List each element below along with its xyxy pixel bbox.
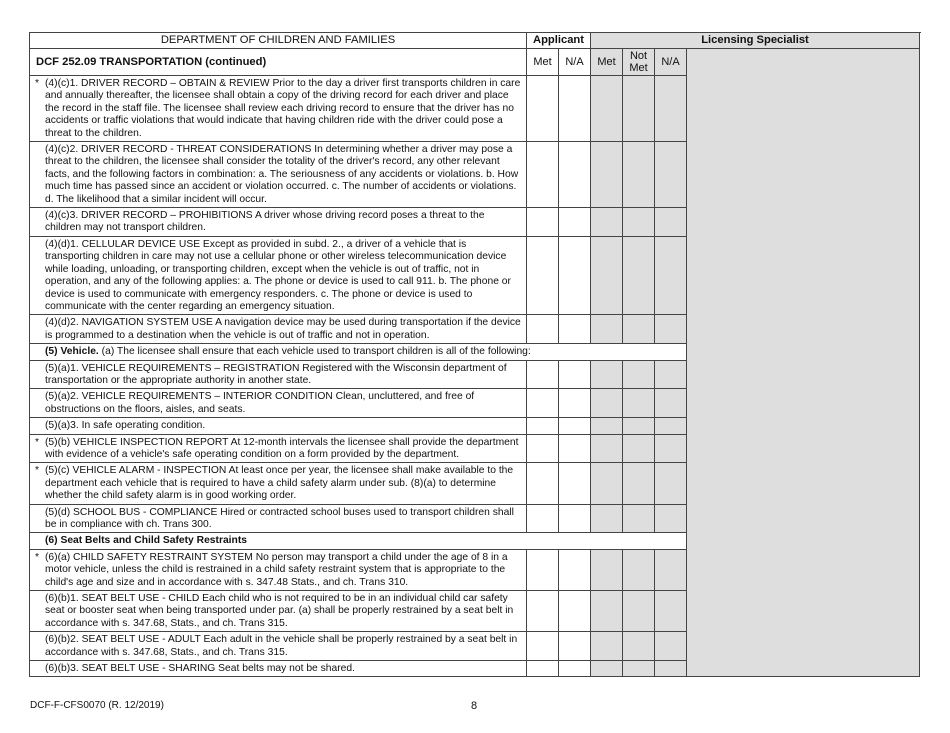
- applicant-met-header: Met: [527, 49, 559, 76]
- specialist-na-checkbox[interactable]: [655, 142, 687, 208]
- specialist-not-met-checkbox[interactable]: [623, 463, 655, 504]
- applicant-met-checkbox[interactable]: [527, 236, 559, 314]
- specialist-na-checkbox[interactable]: [655, 315, 687, 344]
- applicant-na-checkbox[interactable]: [559, 389, 591, 418]
- requirement-text: (4)(d)2. NAVIGATION SYSTEM USE A navigation device may be used during transportation if the device is programmed to a destination when the vehicle is out of traffic and not in operation.: [45, 317, 521, 341]
- requirement-text: (6)(a) CHILD SAFETY RESTRAINT SYSTEM No person may transport a child under the age of 8 in a motor vehicle, unless the child is restrained in a child safety restraint system that is appropriate to the child's age and size and in accordance with s. 347.48 Stats., and ch. Trans 310.: [45, 551, 508, 588]
- applicant-met-checkbox[interactable]: [527, 76, 559, 142]
- requirement-text-cell: [30, 389, 527, 418]
- applicant-met-checkbox[interactable]: [527, 142, 559, 208]
- requirement-text: (5)(a)1. VEHICLE REQUIREMENTS – REGISTRATION Registered with the Wisconsin department of transportation or the appropriate authority in another state.: [45, 362, 507, 386]
- requirement-text: (4)(c)2. DRIVER RECORD - THREAT CONSIDERATIONS In determining whether a driver may pose a threat to the children, the licensee shall consider the totality of the driver's record, any other relevant facts, and the following factors in combination: a. The seriousness of any accidents or violations. b. How much time has passed since an accident or violation occurred. c. The number of accidents or violations. d. The likelihood that a similar incident will occur.: [45, 144, 519, 205]
- specialist-na-checkbox[interactable]: [655, 591, 687, 632]
- applicant-na-checkbox[interactable]: [559, 591, 591, 632]
- specialist-not-met-checkbox[interactable]: [623, 434, 655, 463]
- applicant-met-checkbox[interactable]: [527, 315, 559, 344]
- specialist-met-checkbox[interactable]: [591, 208, 623, 237]
- subheading-label: (6) Seat Belts and Child Safety Restraints: [45, 535, 247, 547]
- specialist-na-checkbox[interactable]: [655, 661, 687, 677]
- applicant-met-checkbox[interactable]: [527, 463, 559, 504]
- applicant-met-checkbox[interactable]: [527, 434, 559, 463]
- section-subheading: [30, 344, 687, 360]
- applicant-met-checkbox[interactable]: [527, 208, 559, 237]
- subheading-text: (a) The licensee shall ensure that each vehicle used to transport children is all of the following:: [98, 346, 531, 358]
- specialist-not-met-checkbox[interactable]: [623, 389, 655, 418]
- requirement-text-cell: [30, 434, 527, 463]
- checklist-table: [29, 32, 920, 677]
- specialist-not-met-checkbox[interactable]: [623, 418, 655, 434]
- specialist-not-met-checkbox[interactable]: [623, 591, 655, 632]
- requirement-text: (5)(d) SCHOOL BUS - COMPLIANCE Hired or contracted school buses used to transport children shall be in compliance with ch. Trans 300.: [45, 506, 514, 530]
- specialist-notes-area: [687, 49, 920, 677]
- applicant-met-checkbox[interactable]: [527, 360, 559, 389]
- specialist-met-checkbox[interactable]: [591, 434, 623, 463]
- specialist-na-checkbox[interactable]: [655, 236, 687, 314]
- requirement-text: (4)(c)1. DRIVER RECORD – OBTAIN & REVIEW Prior to the day a driver first transports children in care and annually thereafter, the licensee shall obtain a copy of the driving record for each driver and place the record in the staff file. The licensee shall review each driving record to ensure that the driver has no accidents or traffic violations that would indicate that having children ride with the driver could pose a threat to the children.: [45, 78, 521, 139]
- requirement-text-cell: [30, 142, 527, 208]
- specialist-na-checkbox[interactable]: [655, 208, 687, 237]
- header-row-columns: [30, 49, 920, 76]
- applicant-met-checkbox[interactable]: [527, 661, 559, 677]
- requirement-text-cell: [30, 463, 527, 504]
- specialist-met-checkbox[interactable]: [591, 360, 623, 389]
- specialist-na-checkbox[interactable]: [655, 389, 687, 418]
- requirement-text: (6)(b)3. SEAT BELT USE - SHARING Seat belts may not be shared.: [45, 663, 355, 675]
- requirement-text: (4)(c)3. DRIVER RECORD – PROHIBITIONS A driver whose driving record poses a threat to the children may not transport children.: [45, 210, 485, 234]
- applicant-na-header: N/A: [559, 49, 591, 76]
- applicant-met-checkbox[interactable]: [527, 504, 559, 533]
- requirement-text-cell: [30, 208, 527, 237]
- specialist-met-checkbox[interactable]: [591, 236, 623, 314]
- specialist-na-header: N/A: [655, 49, 687, 76]
- specialist-na-checkbox[interactable]: [655, 434, 687, 463]
- specialist-met-checkbox[interactable]: [591, 418, 623, 434]
- applicant-met-checkbox[interactable]: [527, 632, 559, 661]
- critical-rule-marker: *: [35, 436, 40, 448]
- specialist-na-checkbox[interactable]: [655, 418, 687, 434]
- applicant-na-checkbox[interactable]: [559, 463, 591, 504]
- specialist-met-checkbox[interactable]: [591, 315, 623, 344]
- applicant-na-checkbox[interactable]: [559, 208, 591, 237]
- specialist-met-checkbox[interactable]: [591, 142, 623, 208]
- requirement-text-cell: [30, 236, 527, 314]
- specialist-na-checkbox[interactable]: [655, 76, 687, 142]
- specialist-na-checkbox[interactable]: [655, 632, 687, 661]
- applicant-na-checkbox[interactable]: [559, 236, 591, 314]
- requirement-text-cell: [30, 504, 527, 533]
- section-title: DCF 252.09 TRANSPORTATION (continued): [30, 49, 527, 76]
- header-row-top: [30, 33, 920, 49]
- requirement-text-cell: [30, 315, 527, 344]
- applicant-na-checkbox[interactable]: [559, 360, 591, 389]
- specialist-met-checkbox[interactable]: [591, 549, 623, 590]
- requirement-text-cell: [30, 418, 527, 434]
- specialist-met-checkbox[interactable]: [591, 632, 623, 661]
- specialist-not-met-checkbox[interactable]: [623, 360, 655, 389]
- requirement-text: (5)(b) VEHICLE INSPECTION REPORT At 12-month intervals the licensee shall provide the department with evidence of a vehicle's safe operating condition on a form provided by the department.: [45, 436, 519, 460]
- requirement-text: (5)(a)3. In safe operating condition.: [45, 420, 206, 432]
- subheading-label: (5) Vehicle.: [45, 346, 99, 358]
- specialist-na-checkbox[interactable]: [655, 549, 687, 590]
- requirement-text: (5)(c) VEHICLE ALARM - INSPECTION At least once per year, the licensee shall make available to the department each vehicle that is required to have a child safety alarm under sub. (8)(a) to determine whether the child safety alarm is in good working order.: [45, 465, 514, 502]
- applicant-na-checkbox[interactable]: [559, 504, 591, 533]
- applicant-na-checkbox[interactable]: [559, 142, 591, 208]
- applicant-met-checkbox[interactable]: [527, 591, 559, 632]
- form-id: DCF-F-CFS0070 (R. 12/2019): [30, 700, 164, 711]
- applicant-met-checkbox[interactable]: [527, 549, 559, 590]
- applicant-met-checkbox[interactable]: [527, 418, 559, 434]
- applicant-na-checkbox[interactable]: [559, 76, 591, 142]
- applicant-na-checkbox[interactable]: [559, 549, 591, 590]
- applicant-na-checkbox[interactable]: [559, 661, 591, 677]
- specialist-na-checkbox[interactable]: [655, 504, 687, 533]
- applicant-na-checkbox[interactable]: [559, 315, 591, 344]
- checklist-body: [30, 33, 920, 677]
- requirement-text: (6)(b)1. SEAT BELT USE - CHILD Each child who is not required to be in an individual child car safety seat or booster seat when being transported under par. (a) shall be properly restrained by a seat belt in accordance with s. 347.68, Stats., and ch. Trans 315.: [45, 593, 514, 629]
- requirement-text: (4)(d)1. CELLULAR DEVICE USE Except as provided in subd. 2., a driver of a vehicle that is transporting children in care may not use a cellular phone or other wireless telecommunication device while loading, unloading, or transporting children, except when the vehicle is out of traffic, not in operation, and any of the following applies: a. The phone or device is used to call 911. b. The phone or device is used to communicate with emergency responders. c. The phone or device is used to communicate with the center regarding an emergency situation.: [45, 238, 511, 312]
- requirement-text-cell: [30, 661, 527, 677]
- department-header: DEPARTMENT OF CHILDREN AND FAMILIES: [30, 33, 527, 49]
- critical-rule-marker: *: [35, 551, 40, 563]
- applicant-header: Applicant: [527, 33, 591, 49]
- specialist-met-checkbox[interactable]: [591, 504, 623, 533]
- specialist-not-met-checkbox[interactable]: [623, 504, 655, 533]
- page-number: 8: [471, 700, 478, 712]
- specialist-not-met-checkbox[interactable]: [623, 76, 655, 142]
- critical-rule-marker: *: [35, 465, 40, 477]
- requirement-text-cell: [30, 632, 527, 661]
- licensing-specialist-header: Licensing Specialist: [591, 33, 920, 49]
- requirement-text-cell: [30, 591, 527, 632]
- specialist-not-met-checkbox[interactable]: [623, 315, 655, 344]
- specialist-not-met-header: Not Met: [623, 49, 655, 76]
- specialist-met-checkbox[interactable]: [591, 591, 623, 632]
- specialist-met-checkbox[interactable]: [591, 463, 623, 504]
- specialist-met-checkbox[interactable]: [591, 389, 623, 418]
- specialist-met-checkbox[interactable]: [591, 661, 623, 677]
- requirement-text-cell: [30, 76, 527, 142]
- requirement-text-cell: [30, 360, 527, 389]
- applicant-met-checkbox[interactable]: [527, 389, 559, 418]
- specialist-not-met-checkbox[interactable]: [623, 142, 655, 208]
- requirement-text: (5)(a)2. VEHICLE REQUIREMENTS – INTERIOR CONDITION Clean, uncluttered, and free of obstructions on the floors, aisles, and seats.: [45, 391, 475, 415]
- critical-rule-marker: *: [35, 78, 40, 89]
- requirement-text: (6)(b)2. SEAT BELT USE - ADULT Each adult in the vehicle shall be properly restrained by a seat belt in accordance with s. 347.68, Stats., and ch. Trans 315.: [45, 634, 518, 658]
- specialist-not-met-checkbox[interactable]: [623, 549, 655, 590]
- specialist-not-met-checkbox[interactable]: [623, 632, 655, 661]
- requirement-text-cell: [30, 549, 527, 590]
- specialist-met-header: Met: [591, 49, 623, 76]
- specialist-not-met-checkbox[interactable]: [623, 208, 655, 237]
- specialist-met-checkbox[interactable]: [591, 76, 623, 142]
- applicant-na-checkbox[interactable]: [559, 632, 591, 661]
- specialist-not-met-checkbox[interactable]: [623, 236, 655, 314]
- applicant-na-checkbox[interactable]: [559, 434, 591, 463]
- section-subheading: [30, 533, 687, 549]
- specialist-not-met-checkbox[interactable]: [623, 661, 655, 677]
- specialist-na-checkbox[interactable]: [655, 463, 687, 504]
- specialist-na-checkbox[interactable]: [655, 360, 687, 389]
- applicant-na-checkbox[interactable]: [559, 418, 591, 434]
